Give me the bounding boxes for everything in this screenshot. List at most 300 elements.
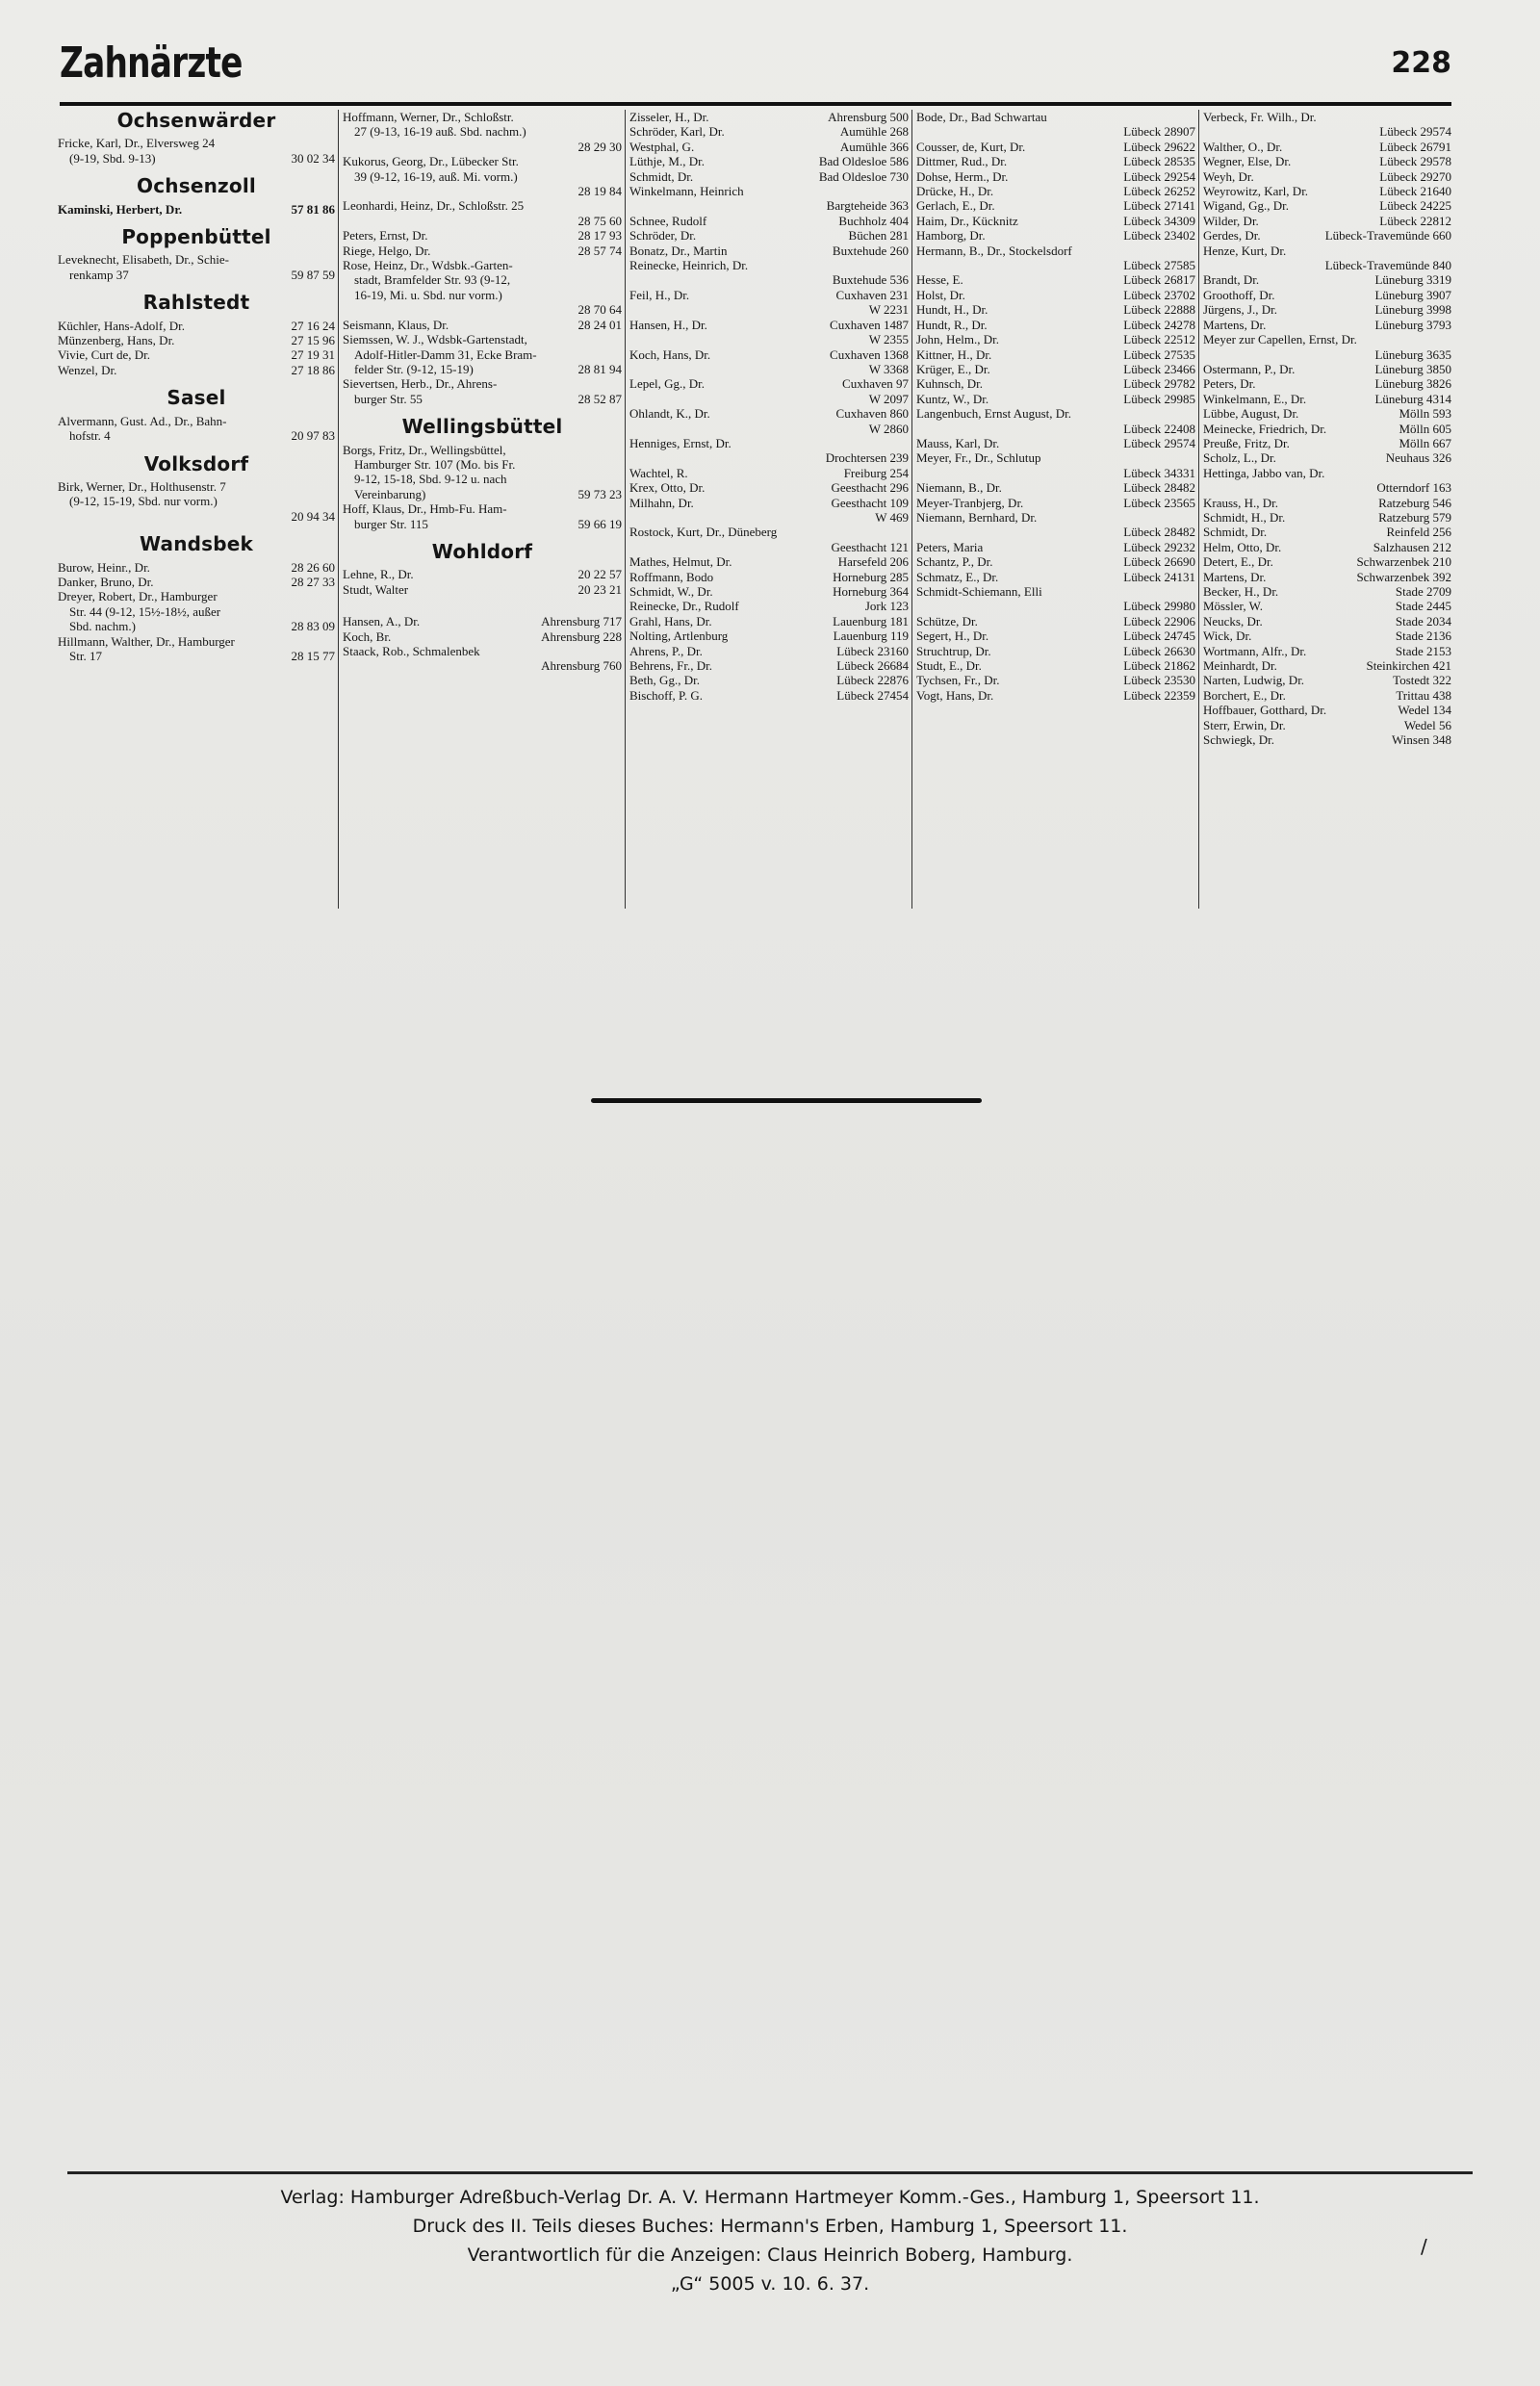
dentist-entry — [1203, 614, 1451, 629]
dentist-entry — [1203, 732, 1451, 747]
entry-text: Vereinbarung) — [354, 486, 426, 501]
dentist-entry — [629, 110, 909, 124]
dentist-entry — [629, 244, 909, 258]
entry-line — [1203, 124, 1451, 139]
dentist-entry — [1203, 510, 1451, 525]
phone-number: Lübeck 27535 — [1123, 346, 1195, 362]
entry-text: Sievertsen, Herb., Dr., Ahrens- — [343, 376, 498, 392]
entry-text: Hoffbauer, Gotthard, Dr. — [1203, 703, 1327, 718]
phone-number: 28 19 84 — [578, 184, 622, 199]
entry-line — [343, 347, 622, 362]
phone-number: Lübeck 29578 — [1379, 154, 1451, 169]
entry-line — [58, 494, 335, 508]
entry-line — [1203, 436, 1451, 450]
entry-text: Mössler, W. — [1203, 599, 1263, 614]
phone-number: 59 87 59 — [291, 267, 335, 282]
phone-number: Lübeck 28482 — [1123, 480, 1195, 496]
phone-number: W 2355 — [868, 332, 909, 347]
entry-line — [916, 436, 1195, 450]
phone-number: Aumühle 268 — [839, 124, 909, 140]
margin-mark: / — [1421, 2235, 1427, 2258]
entry-line — [343, 376, 622, 391]
entry-line — [629, 688, 909, 703]
entry-line — [1203, 703, 1451, 717]
district-heading: Rahlstedt — [142, 291, 250, 315]
entry-text: (9-19, Sbd. 9-13) — [69, 150, 156, 166]
phone-number: Lübeck 24131 — [1123, 569, 1195, 584]
phone-number: Ahrensburg 760 — [541, 658, 622, 674]
phone-number: Lübeck 24745 — [1123, 629, 1195, 644]
entry-text: Wick, Dr. — [1203, 629, 1252, 644]
phone-number: Lübeck 27454 — [836, 687, 909, 703]
entry-line — [916, 228, 1195, 243]
dentist-entry — [629, 347, 909, 377]
column-divider — [911, 110, 912, 909]
entry-text: Neucks, Dr. — [1203, 613, 1263, 629]
phone-number: Lübeck 26690 — [1123, 554, 1195, 570]
entry-line — [343, 258, 622, 272]
entry-line — [343, 582, 622, 597]
entry-line — [58, 509, 335, 524]
dentist-entry — [343, 244, 622, 258]
dentist-entry — [916, 658, 1195, 673]
phone-number: Winsen 348 — [1392, 732, 1451, 748]
entry-text: Behrens, Fr., Dr. — [629, 658, 712, 674]
dentist-entry — [916, 318, 1195, 332]
dentist-entry — [629, 288, 909, 318]
column-4 — [916, 110, 1195, 918]
column-3 — [629, 110, 909, 918]
entry-line — [916, 272, 1195, 287]
phone-number: Lübeck 28535 — [1123, 154, 1195, 169]
entry-text: Borgs, Fritz, Dr., Wellingsbüttel, — [343, 442, 506, 457]
entry-line — [343, 644, 622, 658]
entry-line — [343, 140, 622, 154]
phone-number: 28 27 33 — [291, 574, 335, 589]
dentist-entry — [1203, 496, 1451, 510]
entry-line — [343, 457, 622, 472]
dentist-entry — [343, 258, 622, 318]
entry-line — [629, 480, 909, 495]
entry-line — [629, 629, 909, 643]
phone-number: 20 97 83 — [291, 428, 335, 444]
entry-line — [1203, 302, 1451, 317]
phone-number: Lübeck 22876 — [836, 673, 909, 688]
entry-line — [916, 332, 1195, 346]
entry-text: Meinecke, Friedrich, Dr. — [1203, 421, 1327, 436]
entry-line — [629, 584, 909, 599]
entry-line — [629, 302, 909, 317]
dentist-entry — [1203, 362, 1451, 376]
entry-text: Roffmann, Bodo — [629, 569, 714, 584]
phone-number: Stade 2034 — [1395, 613, 1451, 629]
dentist-entry — [916, 570, 1195, 584]
dentist-entry — [343, 228, 622, 243]
dentist-entry — [1203, 644, 1451, 658]
entry-line — [916, 480, 1195, 495]
phone-number: Cuxhaven 231 — [835, 287, 909, 302]
dentist-entry — [343, 443, 622, 502]
entry-text: burger Str. 115 — [354, 516, 428, 531]
entry-text: Kuntz, W., Dr. — [916, 391, 989, 406]
phone-number: Mölln 593 — [1399, 406, 1451, 422]
entry-text: Hansen, H., Dr. — [629, 317, 707, 332]
phone-number: 28 52 87 — [578, 391, 622, 406]
dentist-entry — [916, 140, 1195, 154]
entry-text: Schröder, Dr. — [629, 228, 697, 244]
dentist-entry — [1203, 718, 1451, 732]
phone-number: W 2231 — [868, 302, 909, 318]
entry-line — [1203, 347, 1451, 362]
dentist-entry — [1203, 673, 1451, 687]
entry-text: 27 (9-13, 16-19 auß. Sbd. nachm.) — [354, 124, 526, 140]
entry-line — [629, 169, 909, 184]
dentist-entry — [1203, 540, 1451, 554]
dentist-entry — [629, 480, 909, 495]
phone-number: Horneburg 364 — [833, 584, 909, 599]
dentist-entry — [1203, 450, 1451, 465]
entry-text: Helm, Otto, Dr. — [1203, 539, 1282, 554]
entry-text: Alvermann, Gust. Ad., Dr., Bahn- — [58, 413, 227, 428]
phone-number: 28 24 01 — [578, 317, 622, 332]
entry-text: Schmatz, E., Dr. — [916, 569, 999, 584]
entry-text: Schmidt-Schiemann, Elli — [916, 584, 1042, 599]
entry-line — [58, 363, 335, 377]
entry-line — [343, 198, 622, 213]
entry-text: Kittner, H., Dr. — [916, 346, 992, 362]
entry-line — [629, 362, 909, 376]
entry-line — [629, 110, 909, 124]
entry-text: Burow, Heinr., Dr. — [58, 559, 150, 575]
entry-text: Kaminski, Herbert, Dr. — [58, 201, 183, 217]
phone-number: Wedel 134 — [1398, 703, 1451, 718]
entry-line — [629, 198, 909, 213]
entry-text: Hamborg, Dr. — [916, 228, 986, 244]
phone-number: Harsefeld 206 — [837, 554, 909, 570]
dentist-entry — [916, 244, 1195, 273]
dentist-entry — [58, 634, 335, 664]
phone-number: Lübeck 29574 — [1123, 435, 1195, 450]
entry-line — [1203, 658, 1451, 673]
phone-number: Lübeck 27585 — [1123, 258, 1195, 273]
entry-text: Gerlach, E., Dr. — [916, 198, 995, 214]
entry-text: Meyer, Fr., Dr., Schlutup — [916, 450, 1041, 466]
imprint-footer — [67, 2183, 1473, 2298]
phone-number: Lübeck 27141 — [1123, 198, 1195, 214]
phone-number: Lübeck 26817 — [1123, 272, 1195, 288]
entry-line — [916, 198, 1195, 213]
phone-number: Lübeck 23160 — [836, 643, 909, 658]
entry-text: Seismann, Klaus, Dr. — [343, 317, 449, 332]
entry-text: Münzenberg, Hans, Dr. — [58, 333, 175, 348]
entry-line — [58, 252, 335, 267]
phone-number: Schwarzenbek 210 — [1356, 554, 1451, 570]
entry-line — [1203, 154, 1451, 168]
entry-text: Grahl, Hans, Dr. — [629, 613, 712, 629]
phone-number: Horneburg 285 — [833, 569, 909, 584]
dentist-entry — [1203, 584, 1451, 599]
dentist-entry — [1203, 184, 1451, 198]
dentist-entry — [916, 688, 1195, 703]
phone-number: Lübeck 34331 — [1123, 465, 1195, 480]
phone-number: Cuxhaven 97 — [842, 376, 909, 392]
entry-text: Lübbe, August, Dr. — [1203, 406, 1299, 422]
entry-text: Schütze, Dr. — [916, 613, 978, 629]
phone-number: Cuxhaven 1368 — [830, 346, 909, 362]
dentist-entry — [629, 554, 909, 569]
entry-line — [916, 288, 1195, 302]
entry-text: (9-12, 15-19, Sbd. nur vorm.) — [69, 494, 218, 509]
dentist-entry — [1203, 688, 1451, 703]
phone-number: Buxtehude 536 — [832, 272, 909, 288]
district-heading: Ochsenzoll — [137, 174, 256, 198]
imprint-publisher: Verlag: Hamburger Adreßbuch-Verlag Dr. A. V. Hermann Hartmeyer Komm.-Ges., Hamburg 1, Speersort 11. — [280, 2187, 1260, 2208]
entry-line — [916, 169, 1195, 184]
phone-number: 59 73 23 — [578, 486, 622, 501]
entry-text: Lüthje, M., Dr. — [629, 154, 705, 169]
dentist-entry — [629, 258, 909, 288]
entry-text: Langenbuch, Ernst August, Dr. — [916, 406, 1072, 422]
page-title: Zahnärzte — [60, 38, 243, 88]
phone-number: 28 15 77 — [291, 648, 335, 663]
entry-line — [916, 422, 1195, 436]
entry-text: Sterr, Erwin, Dr. — [1203, 717, 1286, 732]
entry-line — [916, 540, 1195, 554]
dentist-entry — [1203, 554, 1451, 569]
entry-line — [343, 288, 622, 302]
dentist-entry — [58, 479, 335, 524]
entry-text: Segert, H., Dr. — [916, 629, 989, 644]
entry-line — [343, 169, 622, 184]
phone-number: Lüneburg 4314 — [1374, 391, 1451, 406]
entry-line — [916, 570, 1195, 584]
entry-text: Meyer-Tranbjerg, Dr. — [916, 495, 1024, 510]
dentist-entry — [916, 436, 1195, 450]
entry-line — [58, 634, 335, 649]
entry-line — [629, 658, 909, 673]
entry-line — [1203, 688, 1451, 703]
entry-text: 39 (9-12, 16-19, auß. Mi. vorm.) — [354, 168, 518, 184]
entry-line — [916, 154, 1195, 168]
phone-number: 20 23 21 — [578, 581, 622, 597]
entry-line — [343, 228, 622, 243]
phone-number: Lübeck 34309 — [1123, 213, 1195, 228]
entry-line — [916, 510, 1195, 525]
dentist-entry — [629, 658, 909, 673]
entry-text: Peters, Ernst, Dr. — [343, 228, 428, 244]
phone-number: Lüneburg 3826 — [1374, 376, 1451, 392]
entry-text: Martens, Dr. — [1203, 317, 1267, 332]
dentist-entry — [1203, 198, 1451, 213]
entry-text: Hermann, B., Dr., Stockelsdorf — [916, 243, 1072, 258]
dentist-entry — [343, 332, 622, 376]
entry-line — [916, 392, 1195, 406]
phone-number: Lübeck 21862 — [1123, 658, 1195, 674]
entry-line — [58, 333, 335, 347]
imprint-printer: Druck des II. Teils dieses Buches: Hermann's Erben, Hamburg 1, Speersort 11. — [412, 2216, 1128, 2237]
phone-number: Drochtersen 239 — [825, 450, 909, 466]
dentist-entry — [1203, 466, 1451, 496]
dentist-entry — [916, 362, 1195, 376]
dentist-entry — [58, 414, 335, 444]
phone-number: Mölln 605 — [1399, 421, 1451, 436]
phone-number: Stade 2709 — [1395, 584, 1451, 599]
entry-text: Reinecke, Dr., Rudolf — [629, 599, 739, 614]
entry-line — [916, 244, 1195, 258]
dentist-entry — [58, 333, 335, 347]
entry-text: Küchler, Hans-Adolf, Dr. — [58, 318, 185, 333]
dentist-entry — [629, 688, 909, 703]
entry-line — [58, 319, 335, 333]
dentist-entry — [916, 450, 1195, 480]
phone-number: Lübeck 22359 — [1123, 687, 1195, 703]
phone-number: Geesthacht 296 — [831, 480, 909, 496]
footer-rule — [67, 2171, 1473, 2174]
phone-number: Lübeck 29622 — [1123, 139, 1195, 154]
dentist-entry — [58, 363, 335, 377]
dentist-entry — [343, 614, 622, 629]
entry-text: Henniges, Ernst, Dr. — [629, 435, 732, 450]
dentist-entry — [916, 480, 1195, 495]
entry-line — [629, 288, 909, 302]
dentist-entry — [916, 110, 1195, 140]
phone-number: W 2860 — [868, 421, 909, 436]
entry-line — [916, 376, 1195, 391]
entry-text: Meinhardt, Dr. — [1203, 658, 1277, 674]
entry-line — [1203, 599, 1451, 613]
entry-line — [1203, 184, 1451, 198]
entry-text: Tychsen, Fr., Dr. — [916, 673, 1000, 688]
phone-number: Lüneburg 3635 — [1374, 346, 1451, 362]
entry-text: Schmidt, H., Dr. — [1203, 509, 1286, 525]
dentist-entry — [629, 629, 909, 643]
dentist-entry — [629, 584, 909, 599]
entry-text: Niemann, B., Dr. — [916, 480, 1002, 496]
entry-line — [343, 124, 622, 139]
entry-text: Schwiegk, Dr. — [1203, 732, 1275, 748]
phone-number: Lauenburg 119 — [833, 629, 909, 644]
entry-line — [916, 214, 1195, 228]
entry-text: Wortmann, Alfr., Dr. — [1203, 643, 1307, 658]
entry-line — [343, 567, 622, 581]
entry-line — [629, 228, 909, 243]
entry-text: Peters, Dr. — [1203, 376, 1256, 392]
entry-line — [629, 347, 909, 362]
dentist-entry — [1203, 658, 1451, 673]
entry-text: Gerdes, Dr. — [1203, 228, 1261, 244]
entry-text: Becker, H., Dr. — [1203, 584, 1279, 599]
entry-line — [916, 466, 1195, 480]
dentist-entry — [1203, 570, 1451, 584]
entry-line — [1203, 525, 1451, 539]
imprint-advertising: Verantwortlich für die Anzeigen: Claus Heinrich Boberg, Hamburg. — [467, 2245, 1073, 2266]
entry-text: Detert, E., Dr. — [1203, 554, 1273, 570]
dentist-entry — [916, 288, 1195, 302]
entry-line — [1203, 258, 1451, 272]
entry-line — [629, 332, 909, 346]
entry-line — [1203, 540, 1451, 554]
dentist-entry — [916, 347, 1195, 362]
entry-line — [343, 362, 622, 376]
entry-text: Leveknecht, Elisabeth, Dr., Schie- — [58, 252, 229, 268]
entry-line — [58, 589, 335, 603]
entry-line — [58, 414, 335, 428]
entry-text: Staack, Rob., Schmalenbek — [343, 644, 480, 658]
entry-text: Meyer zur Capellen, Ernst, Dr. — [1203, 332, 1357, 347]
entry-text: Zisseler, H., Dr. — [629, 110, 709, 124]
entry-line — [343, 472, 622, 486]
entry-line — [343, 244, 622, 258]
entry-line — [1203, 732, 1451, 747]
entry-line — [916, 644, 1195, 658]
entry-text: Bode, Dr., Bad Schwartau — [916, 110, 1047, 124]
entry-text: Walther, O., Dr. — [1203, 139, 1283, 154]
entry-line — [343, 272, 622, 287]
dentist-entry — [343, 110, 622, 154]
entry-line — [1203, 614, 1451, 629]
column-1 — [58, 110, 335, 918]
phone-number: Geesthacht 109 — [831, 495, 909, 510]
phone-number: Lübeck 29980 — [1123, 599, 1195, 614]
phone-number: Lübeck 22812 — [1379, 213, 1451, 228]
dentist-entry — [916, 673, 1195, 687]
entry-line — [916, 599, 1195, 613]
entry-line — [1203, 644, 1451, 658]
phone-number: Lübeck-Travemünde 660 — [1324, 228, 1451, 244]
phone-number: Lübeck 26791 — [1379, 139, 1451, 154]
dentist-entry — [629, 184, 909, 214]
dentist-entry — [343, 644, 622, 674]
entry-line — [58, 479, 335, 494]
entry-text: Wilder, Dr. — [1203, 213, 1259, 228]
dentist-entry — [1203, 629, 1451, 643]
entry-text: Henze, Kurt, Dr. — [1203, 243, 1287, 258]
entry-text: Brandt, Dr. — [1203, 272, 1260, 288]
entry-text: Ahrens, P., Dr. — [629, 643, 703, 658]
phone-number: Neuhaus 326 — [1385, 450, 1451, 466]
entry-line — [1203, 244, 1451, 258]
entry-text: Danker, Bruno, Dr. — [58, 574, 154, 589]
entry-text: Lepel, Gg., Dr. — [629, 376, 705, 392]
column-2 — [343, 110, 622, 918]
entry-text: Kuhnsch, Dr. — [916, 376, 983, 392]
entry-text: Ostermann, P., Dr. — [1203, 361, 1296, 376]
entry-line — [629, 570, 909, 584]
header-rule — [60, 102, 1451, 106]
dentist-entry — [629, 124, 909, 139]
dentist-entry — [58, 319, 335, 333]
phone-number: Stade 2445 — [1395, 599, 1451, 614]
phone-number: Lübeck 29782 — [1123, 376, 1195, 392]
dentist-entry — [1203, 244, 1451, 273]
entry-line — [629, 540, 909, 554]
entry-line — [343, 332, 622, 346]
entry-line — [1203, 169, 1451, 184]
phone-number: Lübeck 26252 — [1123, 184, 1195, 199]
entry-line — [629, 214, 909, 228]
dentist-entry — [343, 582, 622, 597]
entry-text: Hoffmann, Werner, Dr., Schloßstr. — [343, 110, 514, 124]
phone-number: Salzhausen 212 — [1373, 539, 1451, 554]
phone-number: Lübeck 28482 — [1123, 525, 1195, 540]
dentist-entry — [916, 214, 1195, 228]
entry-line — [343, 318, 622, 332]
entry-text: Groothoff, Dr. — [1203, 287, 1275, 302]
entry-line — [629, 510, 909, 525]
entry-line — [1203, 376, 1451, 391]
dentist-entry — [916, 198, 1195, 213]
entry-text: Krüger, E., Dr. — [916, 361, 990, 376]
